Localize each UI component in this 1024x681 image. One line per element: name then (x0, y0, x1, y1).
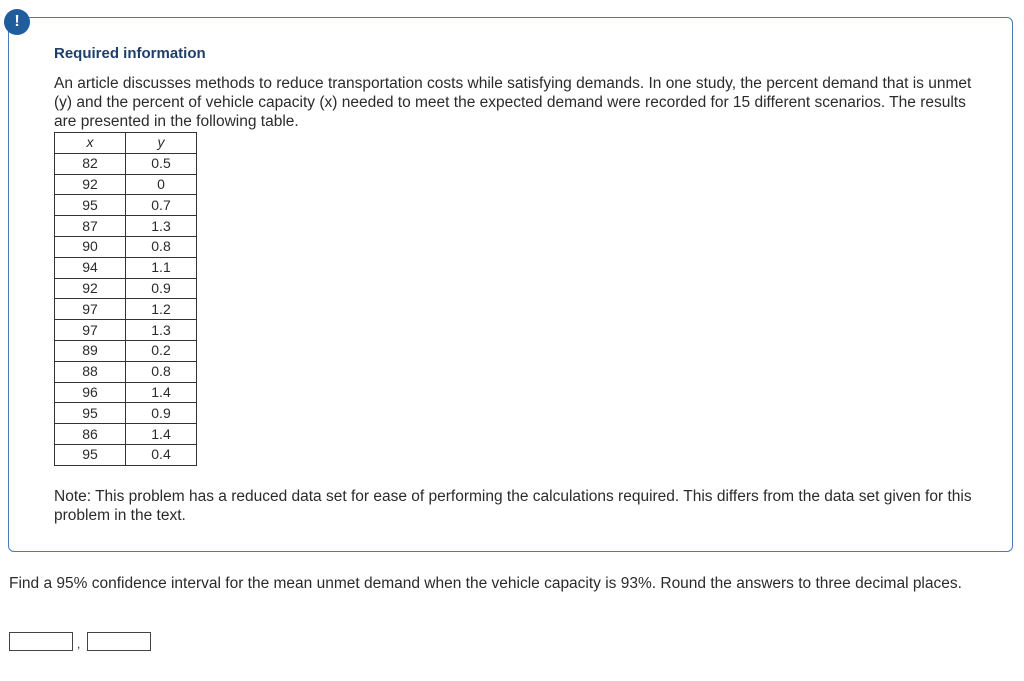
table-row (55, 153, 197, 174)
note-text: Note: This problem has a reduced data set for ease of performing the calculations required. This differs from the data set given for this problem in the text. (54, 488, 972, 524)
table-row (55, 195, 197, 216)
cell-x: 82 (55, 153, 126, 174)
table-row (55, 382, 197, 403)
table-row (55, 278, 197, 299)
table-row (55, 444, 197, 465)
table-row (55, 299, 197, 320)
interval-separator: , (77, 637, 81, 651)
cell-x: 95 (55, 403, 126, 424)
column-header-y: y (126, 133, 197, 154)
cell-x: 95 (55, 444, 126, 465)
table-row (55, 320, 197, 341)
cell-y: 0.8 (126, 361, 197, 382)
cell-y: 1.1 (126, 257, 197, 278)
cell-x: 86 (55, 424, 126, 445)
cell-x: 97 (55, 299, 126, 320)
cell-x: 90 (55, 236, 126, 257)
cell-y: 0.7 (126, 195, 197, 216)
cell-y: 0.9 (126, 278, 197, 299)
table-row (55, 361, 197, 382)
lower-bound-input[interactable] (9, 632, 73, 651)
cell-y: 1.4 (126, 424, 197, 445)
cell-x: 94 (55, 257, 126, 278)
cell-y: 0.2 (126, 340, 197, 361)
question-text: Find a 95% confidence interval for the mean unmet demand when the vehicle capacity is 93%. Round the answers to three decimal places. (9, 575, 962, 592)
cell-y: 1.2 (126, 299, 197, 320)
table-row (55, 403, 197, 424)
alert-icon: ! (4, 9, 30, 35)
table-row (55, 174, 197, 195)
cell-x: 89 (55, 340, 126, 361)
cell-y: 0.9 (126, 403, 197, 424)
data-table (54, 132, 197, 466)
cell-x: 92 (55, 174, 126, 195)
table-row (55, 216, 197, 237)
cell-y: 0 (126, 174, 197, 195)
cell-x: 97 (55, 320, 126, 341)
table-row (55, 424, 197, 445)
cell-y: 1.3 (126, 216, 197, 237)
cell-x: 87 (55, 216, 126, 237)
cell-y: 0.8 (126, 236, 197, 257)
cell-x: 88 (55, 361, 126, 382)
required-information-title: Required information (54, 45, 206, 62)
table-row (55, 340, 197, 361)
table-header-row (55, 133, 197, 154)
upper-bound-input[interactable] (87, 632, 151, 651)
table-row (55, 236, 197, 257)
cell-x: 96 (55, 382, 126, 403)
column-header-x: x (55, 133, 126, 154)
cell-y: 1.3 (126, 320, 197, 341)
cell-y: 0.4 (126, 444, 197, 465)
problem-description: An article discusses methods to reduce transportation costs while satisfying demands. In one study, the percent demand that is unmet (y) and the percent of vehicle capacity (x) needed to meet the expected demand were recorded for 15 different scenarios. The results are presented in the following table. (54, 75, 972, 130)
cell-y: 0.5 (126, 153, 197, 174)
table-row (55, 257, 197, 278)
cell-y: 1.4 (126, 382, 197, 403)
cell-x: 92 (55, 278, 126, 299)
cell-x: 95 (55, 195, 126, 216)
